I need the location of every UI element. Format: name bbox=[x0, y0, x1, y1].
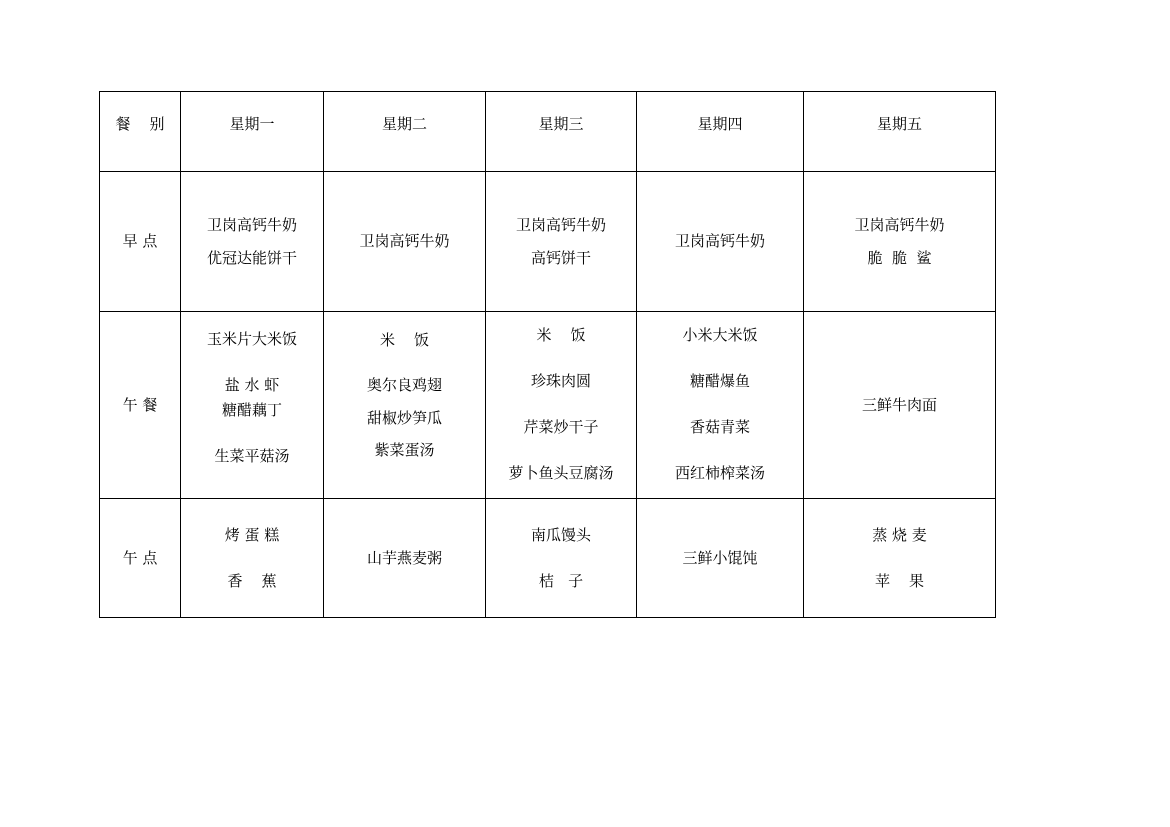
menu-cell bbox=[324, 499, 486, 618]
menu-item: 奥尔良鸡翅 bbox=[366, 375, 442, 394]
menu-item: 甜椒炒笋瓜 bbox=[366, 408, 442, 427]
meal-label-cell bbox=[100, 312, 181, 499]
menu-item: 卫岗高钙牛奶 bbox=[854, 215, 945, 234]
menu-cell bbox=[804, 312, 996, 499]
breakfast-row bbox=[100, 172, 996, 312]
menu-item: 米 饭 bbox=[379, 330, 430, 349]
menu-item: 紫菜蛋汤 bbox=[374, 440, 435, 459]
menu-item: 蒸 烧 麦 bbox=[872, 525, 927, 544]
menu-cell bbox=[181, 499, 324, 618]
menu-item: 糖醋藕丁 bbox=[221, 401, 282, 419]
menu-item: 三鲜牛肉面 bbox=[861, 395, 937, 414]
header-day-cell bbox=[637, 92, 804, 172]
menu-item: 糖醋爆鱼 bbox=[689, 371, 750, 390]
menu-item: 山芋燕麦粥 bbox=[366, 548, 442, 567]
menu-item: 南瓜馒头 bbox=[530, 525, 591, 544]
snack-row bbox=[100, 499, 996, 618]
menu-item: 生菜平菇汤 bbox=[214, 447, 290, 465]
menu-item: 小米大米饭 bbox=[682, 325, 758, 344]
meal-label-cell bbox=[100, 499, 181, 618]
header-meal-label: 餐 别 bbox=[115, 115, 165, 133]
header-day-cell bbox=[486, 92, 637, 172]
menu-item: 香 蕉 bbox=[227, 571, 277, 590]
menu-cell bbox=[181, 312, 324, 499]
menu-cell bbox=[181, 172, 324, 312]
menu-item: 优冠达能饼干 bbox=[206, 248, 297, 267]
header-day-cell bbox=[804, 92, 996, 172]
lunch-row bbox=[100, 312, 996, 499]
menu-cell bbox=[486, 312, 637, 499]
header-day-label: 星期五 bbox=[876, 115, 922, 133]
header-row bbox=[100, 92, 996, 172]
menu-cell bbox=[324, 312, 486, 499]
header-day-label: 星期一 bbox=[229, 115, 275, 133]
menu-cell bbox=[324, 172, 486, 312]
menu-cell bbox=[486, 499, 637, 618]
menu-item: 高钙饼干 bbox=[530, 248, 591, 267]
menu-item: 珍珠肉圆 bbox=[530, 371, 591, 390]
menu-item: 米 饭 bbox=[536, 325, 586, 344]
header-day-cell bbox=[324, 92, 486, 172]
menu-item: 脆 脆 鲨 bbox=[867, 248, 932, 267]
menu-item: 桔 子 bbox=[538, 571, 584, 590]
menu-item: 西红柿榨菜汤 bbox=[674, 463, 765, 482]
meal-label: 早 点 bbox=[122, 232, 158, 250]
header-meal-cell bbox=[100, 92, 181, 172]
menu-item: 玉米片大米饭 bbox=[206, 330, 297, 348]
meal-label: 午 餐 bbox=[122, 395, 158, 414]
menu-cell bbox=[486, 172, 637, 312]
weekly-menu-table bbox=[99, 91, 996, 618]
menu-item: 烤 蛋 糕 bbox=[224, 525, 280, 544]
header-day-label: 星期二 bbox=[381, 115, 427, 133]
menu-item: 苹 果 bbox=[874, 571, 925, 590]
menu-item: 盐 水 虾 bbox=[224, 376, 280, 394]
menu-item: 卫岗高钙牛奶 bbox=[674, 232, 765, 250]
header-day-label: 星期四 bbox=[697, 115, 743, 133]
menu-item: 卫岗高钙牛奶 bbox=[515, 215, 606, 234]
meal-label-cell bbox=[100, 172, 181, 312]
menu-cell bbox=[637, 172, 804, 312]
menu-item: 芹菜炒干子 bbox=[523, 417, 599, 436]
menu-item: 香菇青菜 bbox=[689, 417, 750, 436]
menu-cell bbox=[637, 312, 804, 499]
menu-item: 卫岗高钙牛奶 bbox=[359, 232, 450, 250]
meal-label: 午 点 bbox=[122, 548, 158, 567]
header-day-label: 星期三 bbox=[538, 115, 584, 133]
menu-cell bbox=[637, 499, 804, 618]
menu-item: 萝卜鱼头豆腐汤 bbox=[508, 463, 614, 482]
menu-item: 卫岗高钙牛奶 bbox=[206, 215, 297, 234]
menu-cell bbox=[804, 499, 996, 618]
menu-item: 三鲜小馄饨 bbox=[682, 548, 758, 567]
menu-cell bbox=[804, 172, 996, 312]
header-day-cell bbox=[181, 92, 324, 172]
